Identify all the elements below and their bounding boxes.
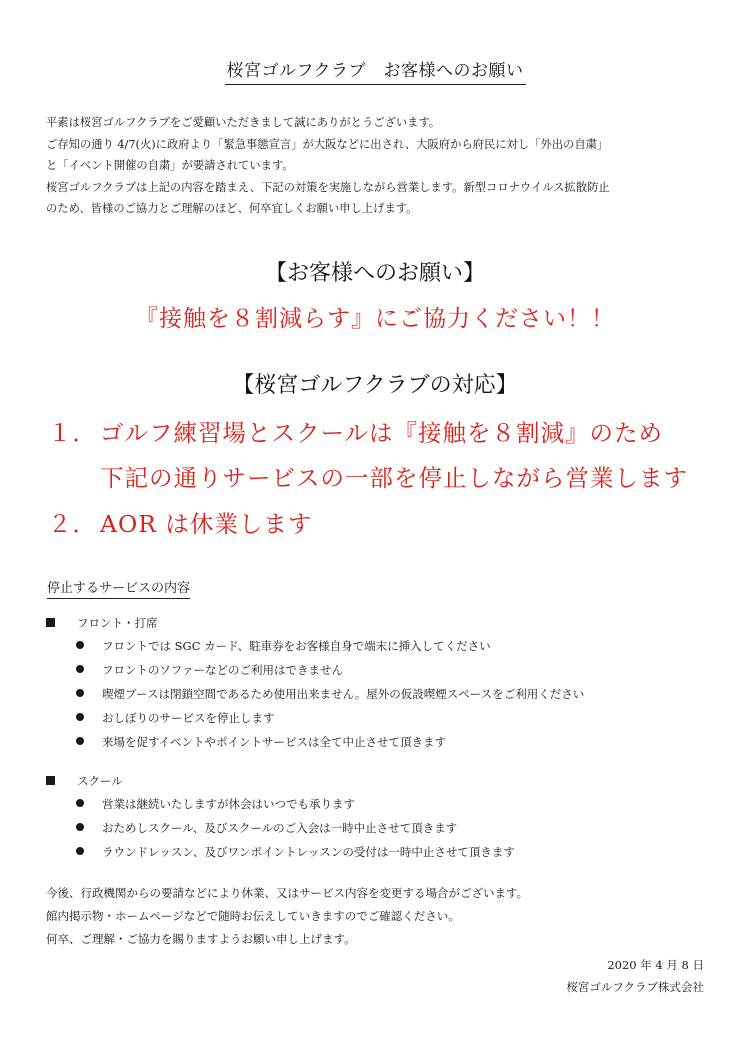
services-title-text: 停止するサービスの内容: [47, 581, 190, 599]
category-front: [46, 615, 158, 631]
issue-date: 2020 年 4 月 8 日: [607, 958, 704, 972]
front-service-list: [76, 634, 584, 754]
list-item-text: 喫煙ブースは閉鎖空間であるため使用出来ません。屋外の仮設喫煙スペースをご利用ください: [102, 687, 585, 701]
list-item-text: フロントでは SGC カード、駐車券をお客様自身で端末に挿入してください: [102, 639, 491, 653]
list-item: [76, 706, 584, 730]
intro-line: と「イベント開催の自粛」が要請されています。: [46, 159, 294, 172]
closing-line: 今後、行政機関からの要請などにより休業、又はサービス内容を変更する場合がございます。: [46, 886, 529, 900]
list-item: [76, 840, 515, 864]
category-school-label: スクール: [77, 774, 123, 788]
response-item-1-text: ゴルフ練習場とスクールは『接触を８割減』のため: [100, 419, 664, 447]
list-item-text: おためしスクール、及びスクールのご入会は一時中止させて頂きます: [102, 821, 458, 835]
bullet-icon: [76, 713, 84, 721]
response-heading: 【桜宮ゴルフクラブの対応】: [232, 373, 518, 398]
square-bullet-icon: [46, 776, 55, 785]
category-school: [46, 773, 123, 789]
bullet-icon: [76, 689, 84, 697]
square-bullet-icon: [46, 618, 55, 627]
response-item-2-text: AOR は休業します: [100, 510, 313, 538]
response-item-2: [48, 505, 312, 539]
bullet-icon: [76, 737, 84, 745]
list-item-text: おしぼりのサービスを停止します: [102, 711, 275, 725]
bullet-icon: [76, 799, 84, 807]
school-service-list: [76, 792, 515, 864]
response-item-1-continuation: 下記の通りサービスの一部を停止しながら営業します: [100, 464, 688, 492]
services-title: [47, 577, 190, 596]
intro-line: 平素は桜宮ゴルフクラブをご愛顧いただきまして誠にありがとうございます。: [46, 116, 441, 129]
company-name: 桜宮ゴルフクラブ株式会社: [566, 980, 704, 994]
closing-paragraph: [46, 882, 528, 951]
list-item: [76, 682, 584, 706]
list-item-text: 営業は継続いたしますが休会はいつでも承ります: [102, 797, 355, 811]
intro-line: ご存知の通り 4/7(火)に政府より「緊急事態宣言」が大阪などに出され、大阪府から府民に対し「外出の自粛」: [46, 137, 609, 151]
closing-line: 館内掲示物・ホームページなどで随時お伝えしていきますのでご確認ください。: [46, 909, 460, 923]
list-item: [76, 634, 584, 658]
closing-line: 何卒、ご理解・ご協力を賜りますようお願い申し上げます。: [46, 932, 356, 946]
response-item-1-number: １．: [48, 419, 97, 447]
bullet-icon: [76, 641, 84, 649]
list-item: [76, 730, 584, 754]
category-front-label: フロント・打席: [77, 616, 158, 630]
list-item: [76, 792, 515, 816]
intro-paragraph: [46, 112, 716, 220]
page-title-text: 桜宮ゴルフクラブ お客様へのお願い: [225, 61, 526, 85]
bullet-icon: [76, 823, 84, 831]
response-item-2-number: ２．: [48, 510, 97, 538]
bullet-icon: [76, 847, 84, 855]
list-item-text: 来場を促すイベントやポイントサービスは全て中止させて頂きます: [102, 735, 446, 749]
request-heading: 【お客様へのお願い】: [264, 261, 485, 286]
request-message: 『接触を８割減らす』にご協力ください！！: [135, 306, 615, 332]
list-item-text: フロントのソファーなどのご利用はできません: [102, 663, 344, 677]
list-item: [76, 816, 515, 840]
bullet-icon: [76, 665, 84, 673]
list-item: [76, 658, 584, 682]
list-item-text: ラウンドレッスン、及びワンポイントレッスンの受付は一時中止させて頂きます: [102, 845, 515, 859]
response-item-1: [48, 414, 663, 448]
page-title: [0, 56, 750, 81]
intro-line: のため、皆様のご協力とご理解のほど、何卒宜しくお願い申し上げます。: [46, 202, 418, 215]
intro-line: 桜宮ゴルフクラブは上記の内容を踏まえ、下記の対策を実施しながら営業します。新型コロナウイルス拡散防止: [46, 180, 610, 194]
